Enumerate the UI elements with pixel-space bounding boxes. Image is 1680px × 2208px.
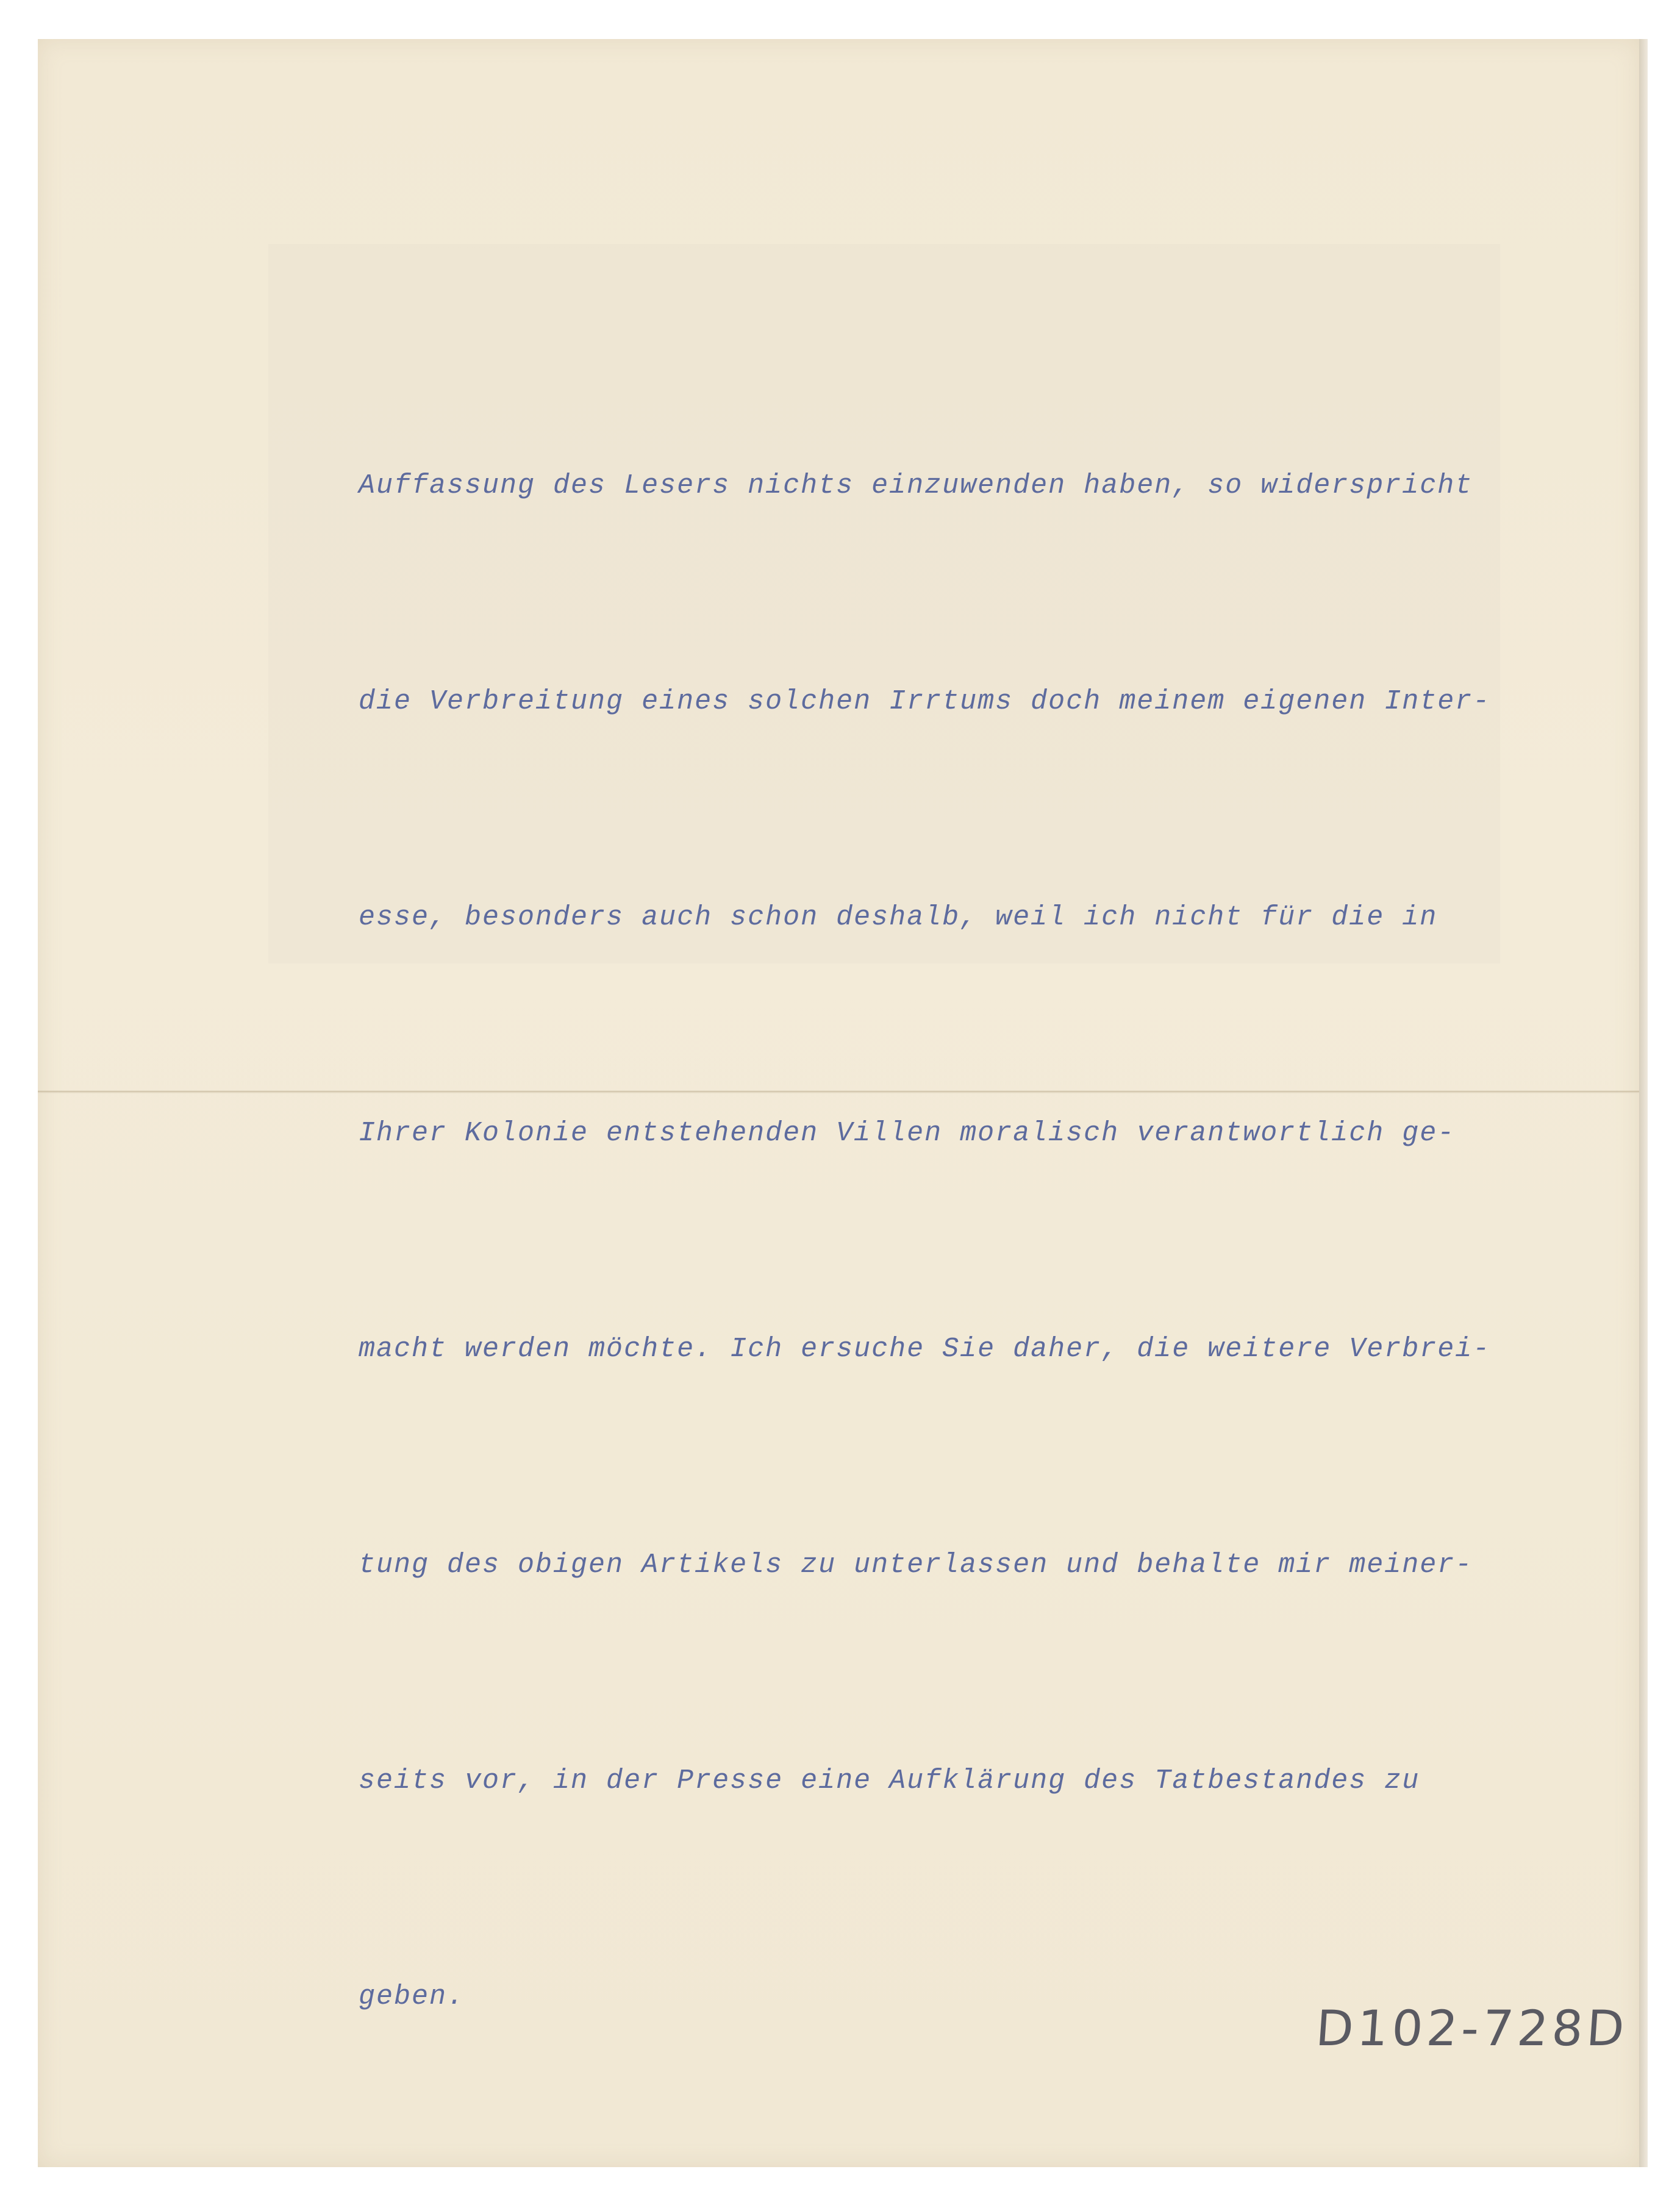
text-line: Ihrer Kolonie entstehenden Villen moralisch verantwortlich ge- bbox=[359, 1118, 1456, 1149]
text-line: Auffassung des Lesers nichts einzuwenden haben, so widerspricht bbox=[359, 470, 1473, 501]
text-line: seits vor, in der Presse eine Aufklärung des Tatbestandes zu bbox=[359, 1765, 1420, 1796]
text-line: die Verbreitung eines solchen Irrtums doch meinem eigenen Inter- bbox=[359, 686, 1491, 717]
text-line: geben. bbox=[359, 1981, 465, 2012]
text-line: tung des obigen Artikels zu unterlassen und behalte mir meiner- bbox=[359, 1549, 1473, 1581]
archive-reference-number: D102-728D bbox=[1314, 2000, 1630, 2057]
paper-edge bbox=[1639, 39, 1648, 2167]
text-line: macht werden möchte. Ich ersuche Sie daher, die weitere Verbrei- bbox=[359, 1334, 1491, 1365]
typewritten-letter-body bbox=[359, 306, 1615, 2177]
text-line: esse, besonders auch schon deshalb, weil ich nicht für die in bbox=[359, 902, 1438, 933]
